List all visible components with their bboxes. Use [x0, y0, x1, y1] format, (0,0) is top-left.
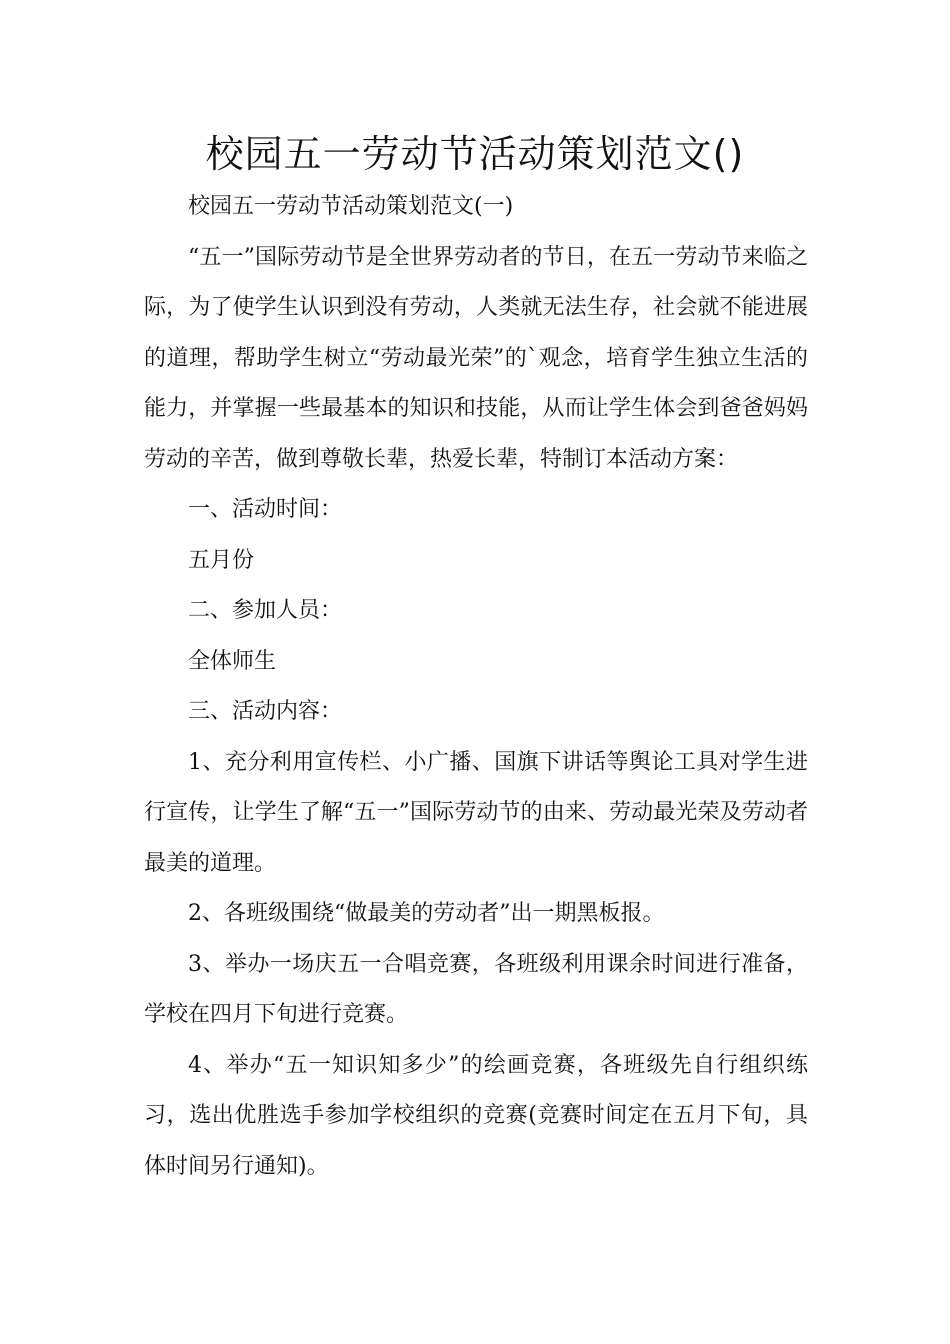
content-item-1: 1、充分利用宣传栏、小广播、国旗下讲话等舆论工具对学生进行宣传，让学生了解“五一”国际劳动节的由来、劳动最光荣及劳动者最美的道理。 — [144, 749, 808, 876]
section-heading-time: 一、活动时间： — [188, 497, 343, 522]
time-value: 五月份 — [188, 547, 255, 573]
section-heading-participants: 二、参加人员： — [188, 598, 343, 623]
intro-paragraph: “五一”国际劳动节是全世界劳动者的节日，在五一劳动节来临之际，为了使学生认识到没有劳动，人类就无法生存，社会就不能进展的道理，帮助学生树立“劳动最光荣”的`观念，培育学生独立生活的能力，并掌握一些最基本的知识和技能，从而让学生体会到爸爸妈妈劳动的辛苦，做到尊敬长辈，热爱长辈，特制订本活动方案： — [144, 244, 808, 472]
content-item-4: 4、举办“五一知识知多少”的绘画竞赛，各班级先自行组织练习，选出优胜选手参加学校组织的竞赛(竞赛时间定在五月下旬，具体时间另行通知)。 — [144, 1052, 808, 1179]
subtitle-paragraph: 校园五一劳动节活动策划范文(一) — [188, 194, 514, 219]
content-item-3: 3、举办一场庆五一合唱竞赛，各班级利用课余时间进行准备，学校在四月下旬进行竞赛。 — [144, 951, 808, 1027]
section-heading-content: 三、活动内容： — [188, 699, 343, 724]
content-item-2: 2、各班级围绕“做最美的劳动者”出一期黑板报。 — [188, 901, 665, 926]
document-title: 校园五一劳动节活动策划范文() — [205, 132, 745, 176]
participants-value: 全体师生 — [188, 648, 277, 674]
document-body — [144, 182, 808, 1192]
